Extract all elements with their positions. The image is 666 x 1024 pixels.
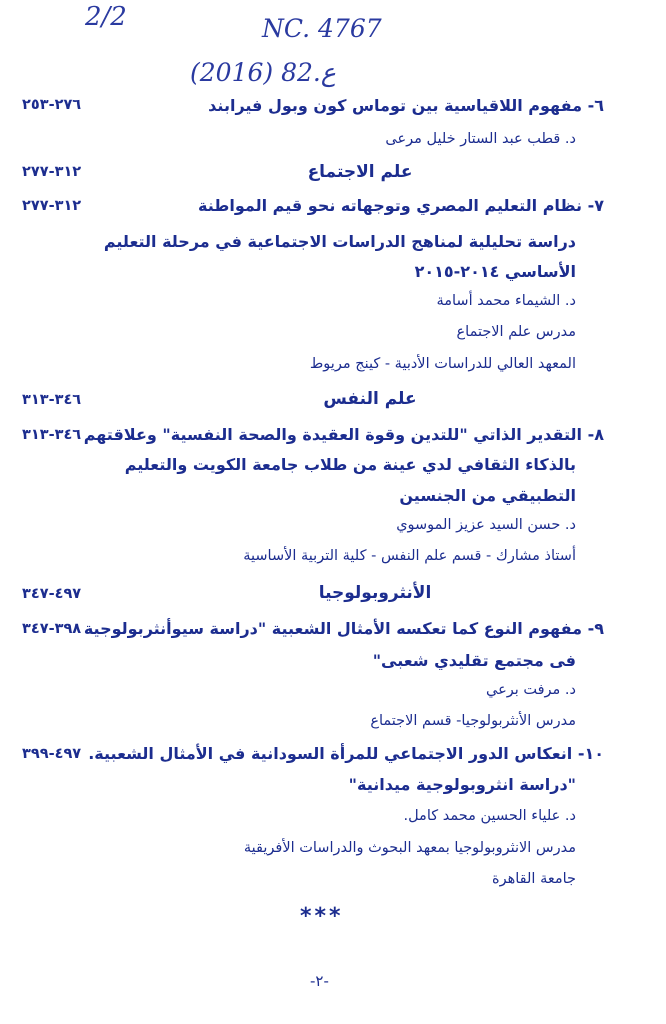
article-7-subtitle-2: الأساسي ٢٠١٤-٢٠١٥ xyxy=(414,262,576,281)
article-9-title-2: فى مجتمع تقليدي شعبى" xyxy=(372,651,576,670)
article-10-position: مدرس الانثروبولوجيا بمعهد البحوث والدراسات الأفريقية xyxy=(243,840,576,856)
article-7-position: مدرس علم الاجتماع xyxy=(456,324,576,340)
article-10-title-2: "دراسة انثروبولوجية ميدانية" xyxy=(348,775,576,794)
entry-6-author: د. قطب عبد الستار خليل مرعى xyxy=(385,131,576,147)
separator-stars: *** xyxy=(300,904,344,929)
entry-6-title: ٦- مفهوم اللاقياسية بين توماس كون وبول فيرابند xyxy=(208,96,604,115)
article-8-pages: ٣٤٦-٣١٣ xyxy=(22,427,82,443)
article-7-pages: ٣١٢-٢٧٧ xyxy=(22,198,82,214)
article-9-position: مدرس الأنثربولوجيا- قسم الاجتماع xyxy=(370,713,576,729)
article-8-title-2: بالذكاء الثقافي لدي عينة من طلاب جامعة الكويت والتعليم xyxy=(124,455,576,474)
handwritten-code: NC. 4767 xyxy=(262,14,382,43)
article-10-title: ١٠- انعكاس الدور الاجتماعي للمرأة السودانية في الأمثال الشعبية. xyxy=(88,744,604,763)
entry-6-pages: ٢٧٦-٢٥٣ xyxy=(22,97,82,113)
article-10-affiliation: جامعة القاهرة xyxy=(492,871,576,887)
article-7-title: ٧- نظام التعليم المصري وتوجهاته نحو قيم المواطنة xyxy=(198,196,604,215)
article-9-title: ٩- مفهوم النوع كما تعكسه الأمثال الشعبية "دراسة سيوأنثربولوجية xyxy=(83,619,604,638)
section-sociology-pages: ٣١٢-٢٧٧ xyxy=(22,164,82,180)
section-psychology-pages: ٣٤٦-٣١٣ xyxy=(22,392,82,408)
article-10-pages: ٤٩٧-٣٩٩ xyxy=(22,746,82,762)
section-heading-sociology: علم الاجتماع xyxy=(307,162,413,182)
article-9-author: د. مرفت برعي xyxy=(486,682,576,698)
article-7-subtitle-1: دراسة تحليلية لمناهج الدراسات الاجتماعية في مرحلة التعليم xyxy=(103,232,576,251)
section-heading-anthropology: الأنثروبولوجيا xyxy=(318,583,432,603)
article-7-affiliation: المعهد العالي للدراسات الأدبية - كينج مريوط xyxy=(309,356,576,372)
section-heading-psychology: علم النفس xyxy=(323,389,417,409)
article-10-author: د. علياء الحسين محمد كامل. xyxy=(403,808,576,824)
section-anthropology-pages: ٤٩٧-٣٤٧ xyxy=(22,586,82,602)
article-9-pages: ٣٩٨-٣٤٧ xyxy=(22,621,82,637)
handwritten-fraction: 2/2 xyxy=(85,2,127,32)
article-8-author: د. حسن السيد عزيز الموسوي xyxy=(396,517,576,533)
article-8-title: ٨- التقدير الذاتي "للتدين وقوة العقيدة والصحة النفسية" وعلاقتهم xyxy=(83,425,604,444)
article-8-title-3: التطبيقي من الجنسين xyxy=(399,486,576,505)
article-7-author: د. الشيماء محمد أسامة xyxy=(436,293,576,309)
page-number: -٢- xyxy=(310,972,329,990)
handwritten-ref: (2016) 82.ع xyxy=(190,58,336,87)
article-8-position: أستاذ مشارك - قسم علم النفس - كلية التربية الأساسية xyxy=(243,548,576,564)
